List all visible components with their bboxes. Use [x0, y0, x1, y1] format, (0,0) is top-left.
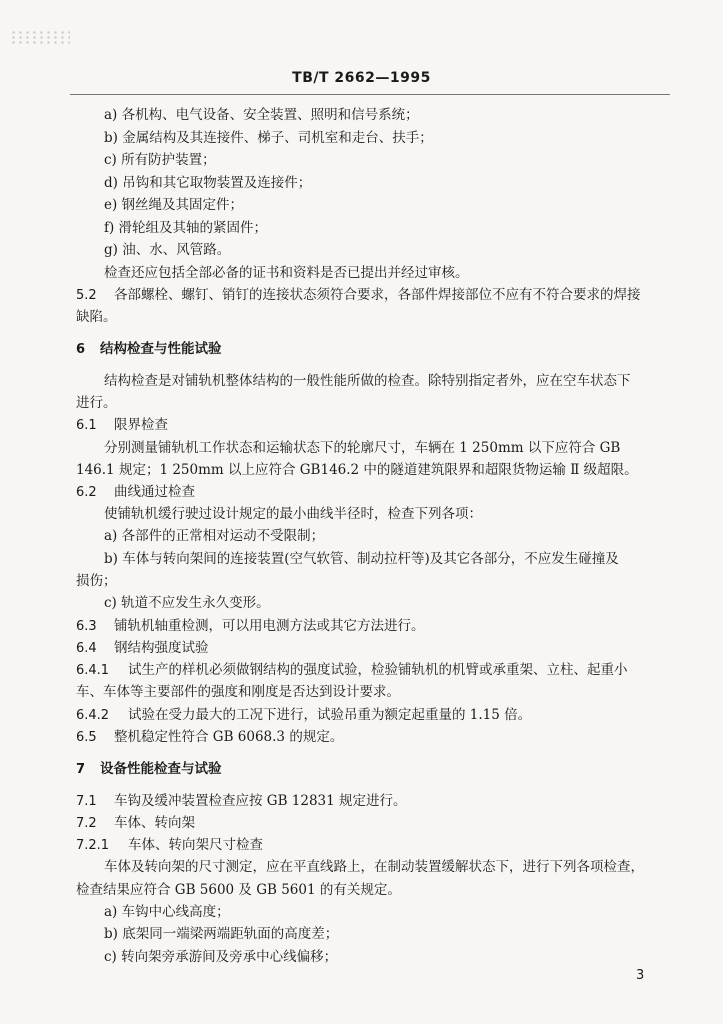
paragraph-cont: 146.1 规定；1 250mm 以上应符合 GB146.2 中的隧道建筑限界和超限货物运输 Ⅱ 级超限。 [76, 462, 638, 478]
list-item: b) 底架同一端梁两端距轨面的高度差； [104, 926, 339, 942]
clause-number: 6.4.1 [76, 663, 110, 678]
clause-6-4-heading [76, 639, 209, 658]
clause-number: 7.2.1 [76, 838, 110, 853]
clause-title: 车体、转向架 [114, 815, 195, 831]
clause-title: 限界检查 [114, 417, 168, 433]
list-item: f) 滑轮组及其轴的紧固件； [104, 220, 268, 236]
list-item: a) 各部件的正常相对运动不受限制； [104, 528, 325, 544]
clause-text-cont: 缺陷。 [76, 309, 117, 325]
paragraph-cont: 检查结果应符合 GB 5600 及 GB 5601 的有关规定。 [76, 882, 401, 898]
scan-artifact [10, 30, 70, 44]
clause-7-2-heading [76, 814, 195, 833]
page-number: 3 [636, 968, 645, 983]
list-item: c) 轨道不应发生永久变形。 [104, 595, 270, 611]
clause-text-cont: 车、车体等主要部件的强度和刚度是否达到设计要求。 [76, 684, 400, 700]
clause-number: 6.4.2 [76, 708, 110, 723]
page-header: TB/T 2662—1995 [292, 70, 431, 86]
clause-6-1-heading [76, 416, 168, 435]
clause-6-3 [76, 617, 425, 636]
clause-number: 5.2 [76, 288, 97, 303]
paragraph: 车体及转向架的尺寸测定，应在平直线路上，在制动装置缓解状态下，进行下列各项检查， [104, 859, 644, 875]
clause-6-2-heading [76, 483, 195, 502]
clause-text: 各部螺栓、螺钉、销钉的连接状态须符合要求，各部件焊接部位不应有不符合要求的焊接 [114, 287, 641, 303]
clause-text: 试生产的样机必须做钢结构的强度试验，检验铺轨机的机臂或承重架、立柱、起重小 [128, 662, 628, 678]
list-item-cont: 损伤； [76, 573, 117, 589]
paragraph: 使铺轨机缓行驶过设计规定的最小曲线半径时，检查下列各项： [104, 506, 482, 522]
clause-number: 6.5 [76, 730, 97, 745]
paragraph: 检查还应包括全部必备的证书和资料是否已提出并经过审核。 [104, 265, 469, 281]
clause-text: 铺轨机轴重检测，可以用电测方法或其它方法进行。 [114, 618, 425, 634]
clause-5-2 [76, 286, 641, 305]
section-title: 设备性能检查与试验 [100, 761, 222, 777]
paragraph: 结构检查是对铺轨机整体结构的一般性能所做的检查。除特别指定者外，应在空车状态下 [104, 373, 631, 389]
clause-7-2-1-heading [76, 836, 263, 855]
paragraph-cont: 进行。 [76, 395, 117, 411]
clause-title: 曲线通过检查 [114, 484, 195, 500]
clause-title: 钢结构强度试验 [114, 640, 209, 656]
clause-number: 6.3 [76, 619, 97, 634]
clause-text: 车钩及缓冲装置检查应按 GB 12831 规定进行。 [114, 793, 407, 809]
section-7-heading [76, 760, 222, 779]
paragraph: 分别测量铺轨机工作状态和运输状态下的轮廓尺寸，车辆在 1 250mm 以下应符合 GB [104, 440, 621, 456]
clause-text: 试验在受力最大的工况下进行，试验吊重为额定起重量的 1.15 倍。 [128, 707, 532, 723]
section-number: 6 [76, 342, 86, 357]
list-item: d) 吊钩和其它取物装置及连接件； [104, 175, 312, 191]
clause-number: 6.4 [76, 641, 97, 656]
clause-7-1 [76, 792, 407, 811]
clause-number: 6.2 [76, 485, 97, 500]
list-item: b) 车体与转向架间的连接装置(空气软管、制动拉杆等)及其它各部分，不应发生碰撞及 [104, 551, 619, 567]
clause-6-5 [76, 728, 343, 747]
list-item: b) 金属结构及其连接件、梯子、司机室和走台、扶手； [104, 130, 433, 146]
section-title: 结构检查与性能试验 [100, 341, 222, 357]
list-item: a) 各机构、电气设备、安全装置、照明和信号系统； [104, 107, 419, 123]
list-item: e) 钢丝绳及其固定件； [104, 197, 244, 213]
clause-number: 7.1 [76, 794, 97, 809]
list-item: a) 车钩中心线高度； [104, 904, 230, 920]
header-rule [70, 94, 670, 95]
clause-number: 7.2 [76, 816, 97, 831]
list-item: c) 所有防护装置； [104, 152, 216, 168]
section-6-heading [76, 340, 222, 359]
clause-number: 6.1 [76, 418, 97, 433]
list-item: g) 油、水、风管路。 [104, 242, 231, 258]
clause-6-4-1 [76, 661, 628, 680]
list-item: c) 转向架旁承游间及旁承中心线偏移； [104, 949, 338, 965]
clause-title: 车体、转向架尺寸检查 [128, 837, 263, 853]
clause-6-4-2 [76, 706, 531, 725]
clause-text: 整机稳定性符合 GB 6068.3 的规定。 [114, 729, 344, 745]
section-number: 7 [76, 762, 86, 777]
